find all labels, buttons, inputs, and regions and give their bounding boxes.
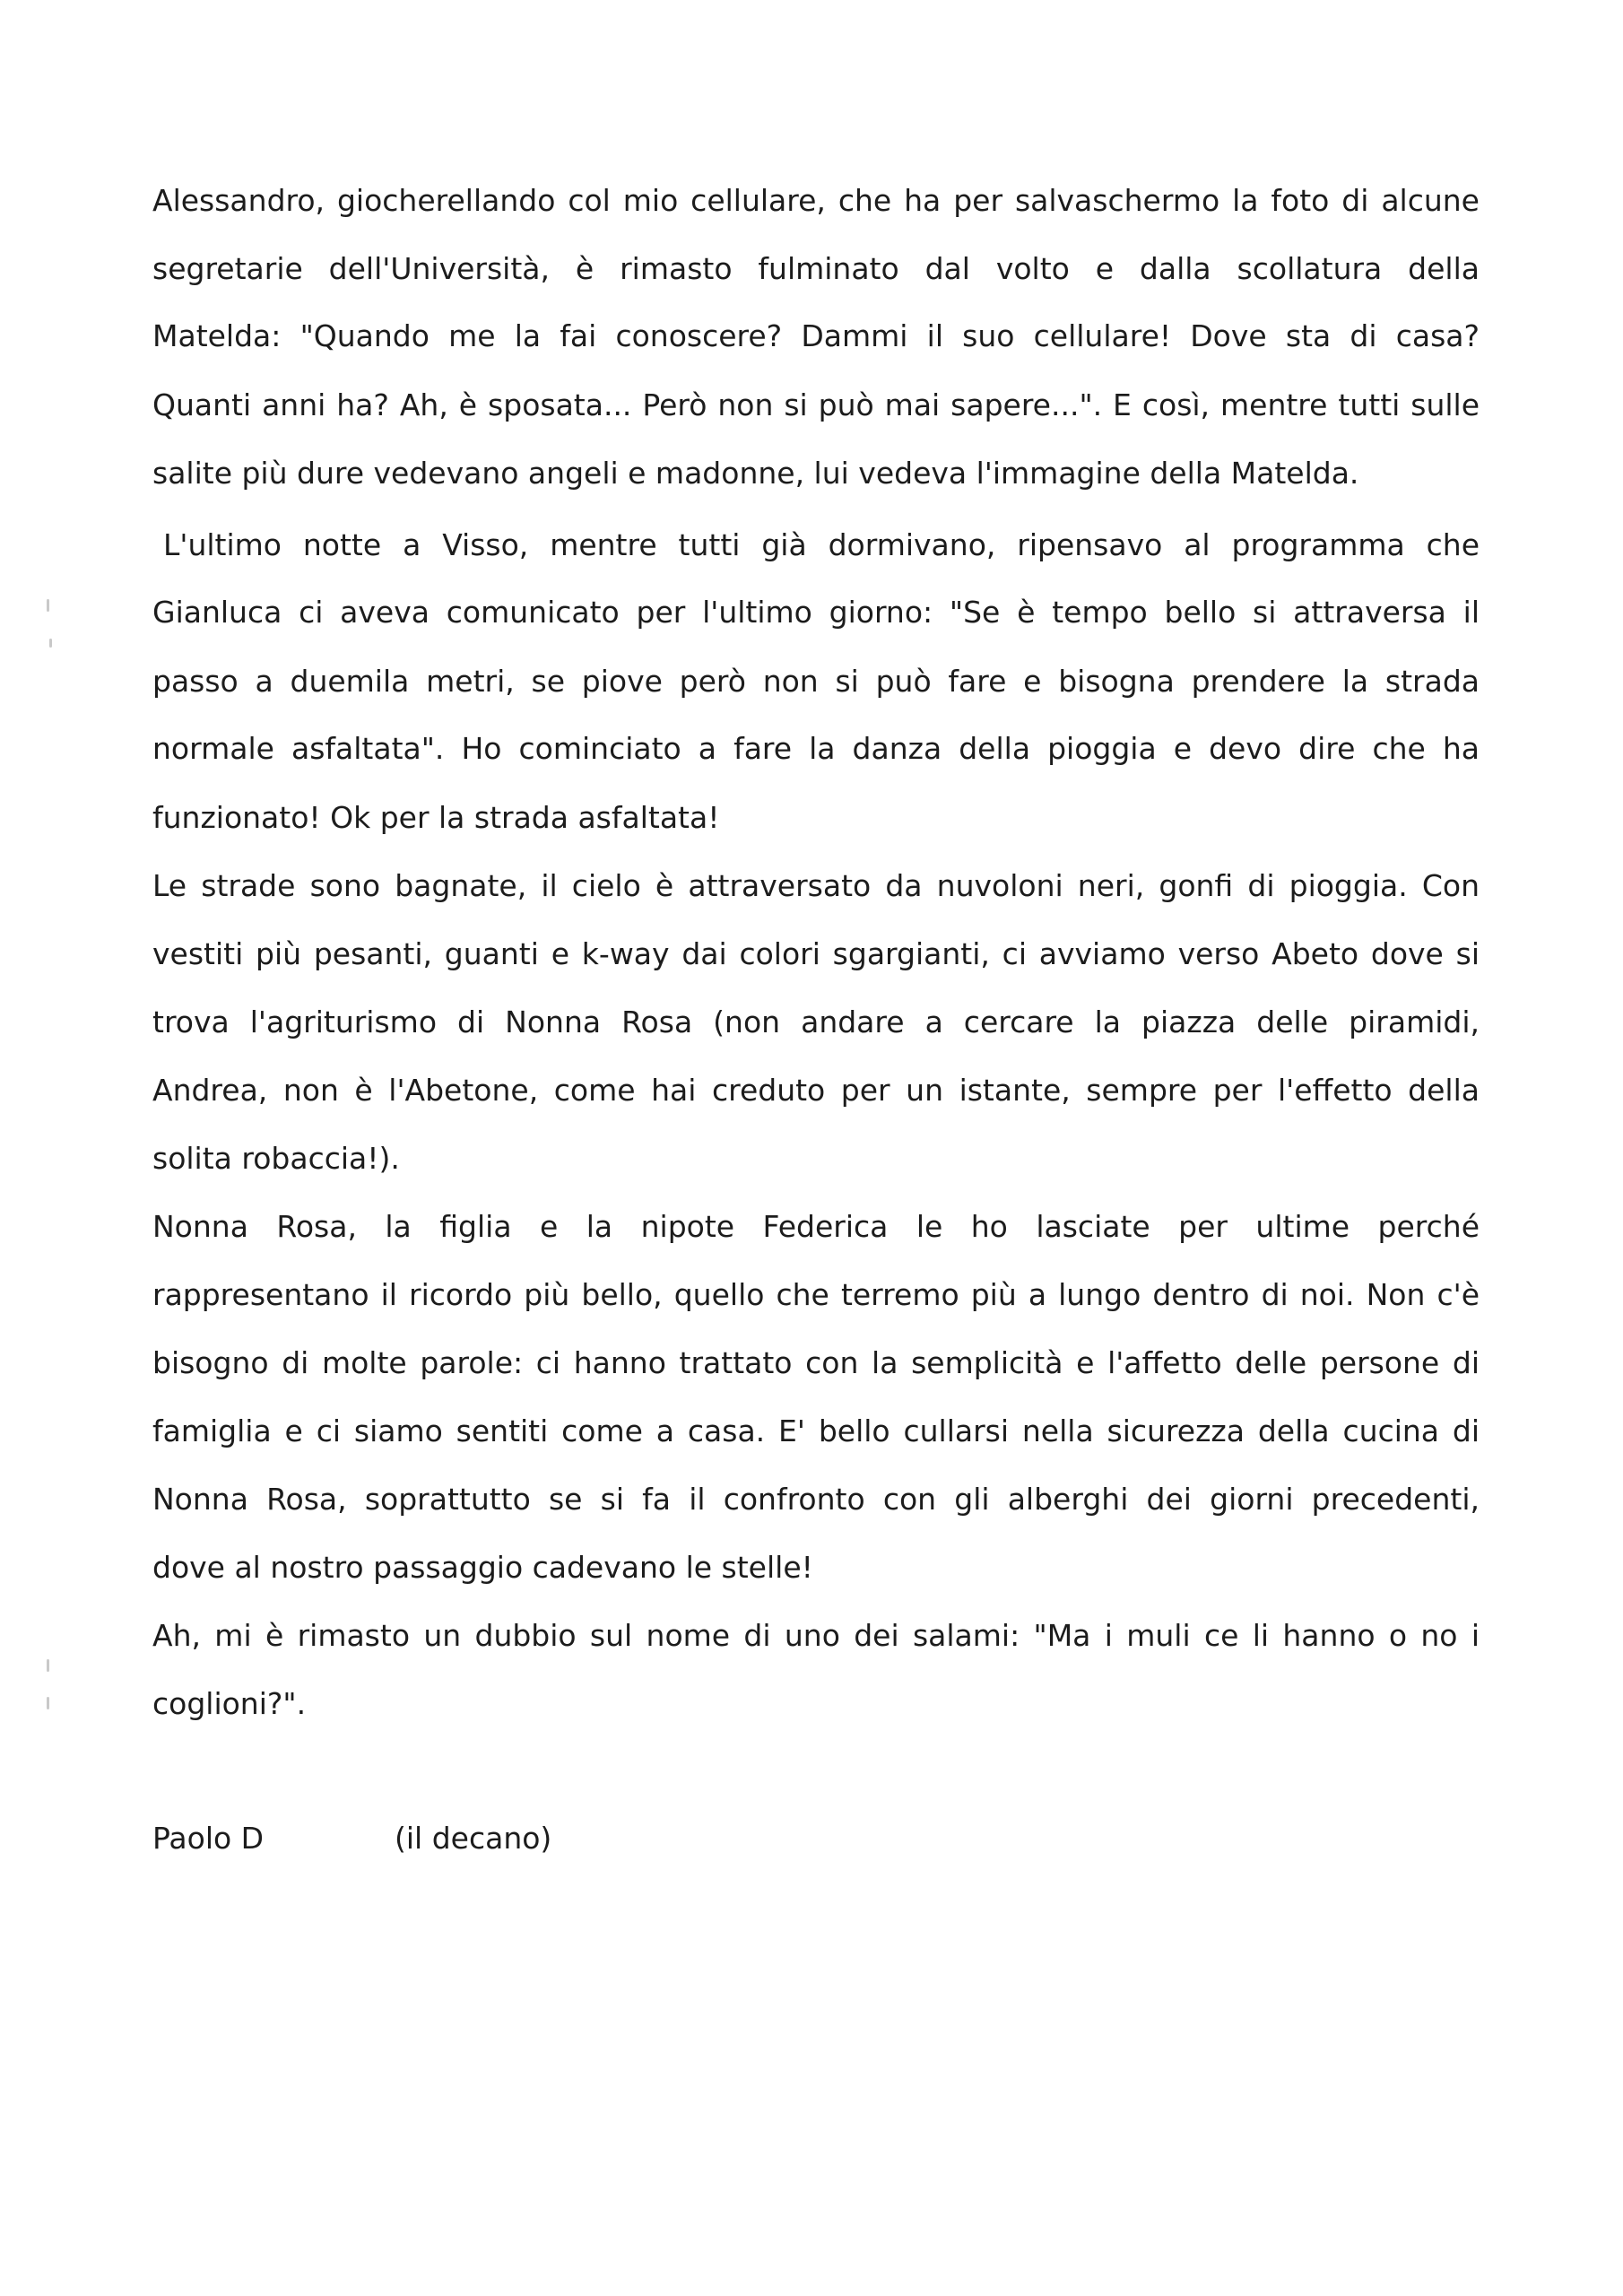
letter-line: rappresentano il ricordo più bello, quello che terremo più a lungo dentro di noi. Non c'è [152,1277,1480,1312]
letter-line: segretarie dell'Università, è rimasto fulminato dal volto e dalla scollatura della [152,251,1480,286]
letter-line: famiglia e ci siamo sentiti come a casa. E' bello cullarsi nella sicurezza della cucina di [152,1413,1480,1448]
letter-line: coglioni?". [152,1686,307,1721]
letter-line: normale asfaltata". Ho cominciato a fare la danza della pioggia e devo dire che ha [152,731,1480,766]
scan-speck [47,1659,49,1672]
letter-line: dove al nostro passaggio cadevano le stelle! [152,1550,813,1585]
letter-line: Andrea, non è l'Abetone, come hai creduto per un istante, sempre per l'effetto della [152,1073,1480,1108]
scan-speck [47,1697,49,1709]
signature-name: Paolo D [152,1821,265,1856]
scan-speck [49,639,52,648]
letter-line: vestiti più pesanti, guanti e k-way dai colori sgargianti, ci avviamo verso Abeto dove si [152,936,1480,971]
letter-line: Alessandro, giocherellando col mio cellulare, che ha per salvaschermo la foto di alcune [152,183,1480,218]
letter-line: Le strade sono bagnate, il cielo è attraversato da nuvoloni neri, gonfi di pioggia. Con [152,868,1480,903]
signature-role: (il decano) [395,1821,552,1856]
letter-line: Nonna Rosa, la figlia e la nipote Federica le ho lasciate per ultime perché [152,1209,1480,1244]
scan-speck [47,599,49,612]
letter-line: trova l'agriturismo di Nonna Rosa (non andare a cercare la piazza delle piramidi, [152,1004,1480,1039]
letter-line: Nonna Rosa, soprattutto se si fa il confronto con gli alberghi dei giorni precedenti, [152,1482,1480,1517]
letter-line: Matelda: "Quando me la fai conoscere? Dammi il suo cellulare! Dove sta di casa? [152,318,1480,353]
letter-line: salite più dure vedevano angeli e madonne, lui vedeva l'immagine della Matelda. [152,456,1359,491]
letter-line: L'ultimo notte a Visso, mentre tutti già dormivano, ripensavo al programma che [163,527,1480,562]
letter-line: Gianluca ci aveva comunicato per l'ultimo giorno: "Se è tempo bello si attraversa il [152,595,1480,630]
letter-line: solita robaccia!). [152,1141,400,1176]
letter-line: funzionato! Ok per la strada asfaltata! [152,800,720,835]
letter-line: Quanti anni ha? Ah, è sposata... Però non si può mai sapere...". E così, mentre tutti sulle [152,387,1480,422]
letter-line: passo a duemila metri, se piove però non si può fare e bisogna prendere la strada [152,664,1480,699]
letter-line: bisogno di molte parole: ci hanno trattato con la semplicità e l'affetto delle persone di [152,1345,1480,1380]
letter-line: Ah, mi è rimasto un dubbio sul nome di uno dei salami: "Ma i muli ce li hanno o no i [152,1618,1480,1653]
